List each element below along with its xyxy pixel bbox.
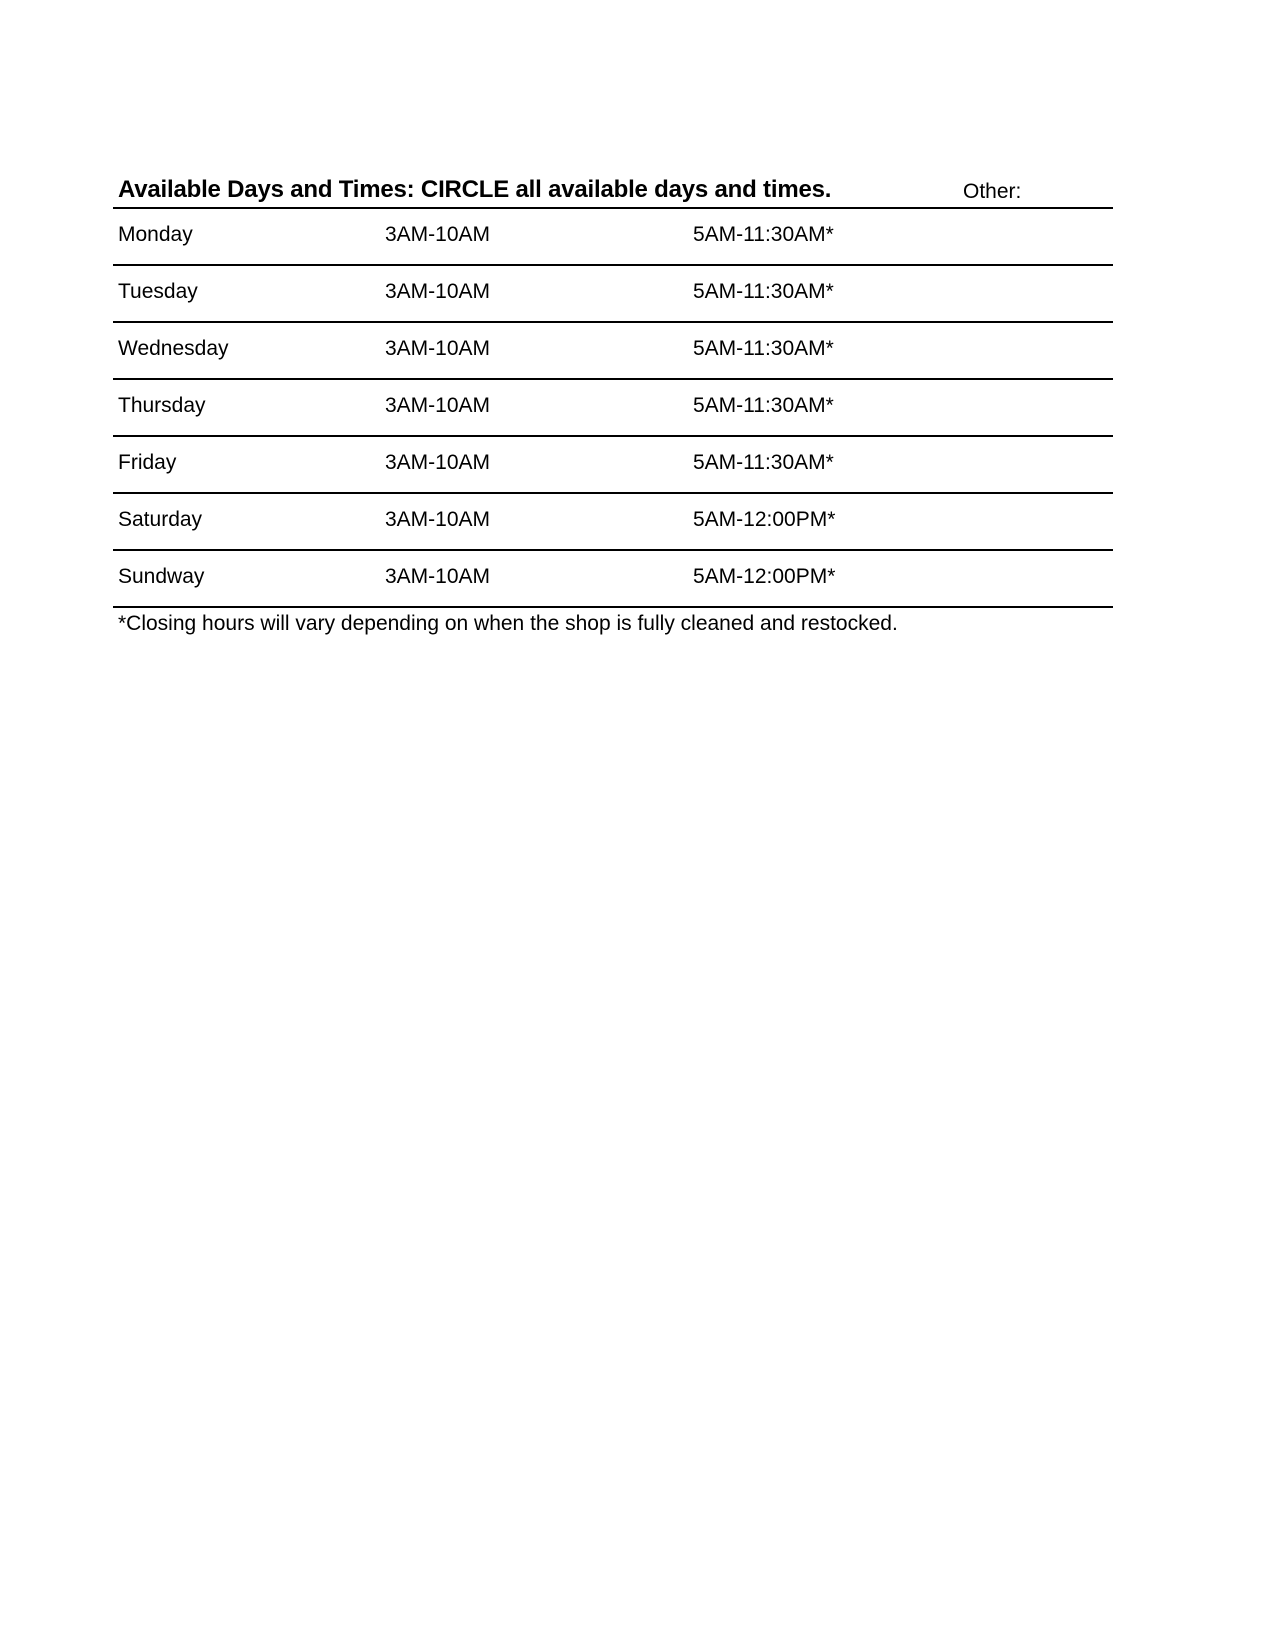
time-slot-early[interactable]: 3AM-10AM — [385, 280, 491, 303]
time-slot-early[interactable]: 3AM-10AM — [385, 223, 491, 246]
time-slot-early[interactable]: 3AM-10AM — [385, 337, 491, 360]
time-slot-late[interactable]: 5AM-11:30AM* — [693, 394, 834, 417]
time-slot-early[interactable]: 3AM-10AM — [385, 565, 491, 588]
time-slot-late[interactable]: 5AM-12:00PM* — [693, 508, 836, 531]
day-label: Friday — [118, 451, 177, 474]
schedule-row-monday — [113, 209, 1113, 266]
schedule-title: Available Days and Times: CIRCLE all available days and times. — [118, 176, 832, 203]
time-slot-early[interactable]: 3AM-10AM — [385, 508, 491, 531]
schedule-row-tuesday — [113, 266, 1113, 323]
schedule-row-sunday — [113, 551, 1113, 608]
schedule-header — [113, 172, 1113, 209]
day-label: Thursday — [118, 394, 206, 417]
availability-schedule — [113, 172, 1113, 648]
time-slot-early[interactable]: 3AM-10AM — [385, 394, 491, 417]
time-slot-late[interactable]: 5AM-11:30AM* — [693, 223, 834, 246]
day-label: Saturday — [118, 508, 203, 531]
day-label: Sundway — [118, 565, 205, 588]
schedule-row-wednesday — [113, 323, 1113, 380]
schedule-row-saturday — [113, 494, 1113, 551]
footnote-area — [113, 608, 1113, 648]
time-slot-early[interactable]: 3AM-10AM — [385, 451, 491, 474]
other-label: Other: — [963, 180, 1022, 203]
day-label: Wednesday — [118, 337, 229, 360]
day-label: Tuesday — [118, 280, 198, 303]
schedule-row-thursday — [113, 380, 1113, 437]
schedule-row-friday — [113, 437, 1113, 494]
day-label: Monday — [118, 223, 193, 246]
closing-hours-footnote: *Closing hours will vary depending on when the shop is fully cleaned and restocked. — [118, 612, 898, 635]
time-slot-late[interactable]: 5AM-11:30AM* — [693, 337, 834, 360]
time-slot-late[interactable]: 5AM-11:30AM* — [693, 280, 834, 303]
time-slot-late[interactable]: 5AM-12:00PM* — [693, 565, 836, 588]
time-slot-late[interactable]: 5AM-11:30AM* — [693, 451, 834, 474]
